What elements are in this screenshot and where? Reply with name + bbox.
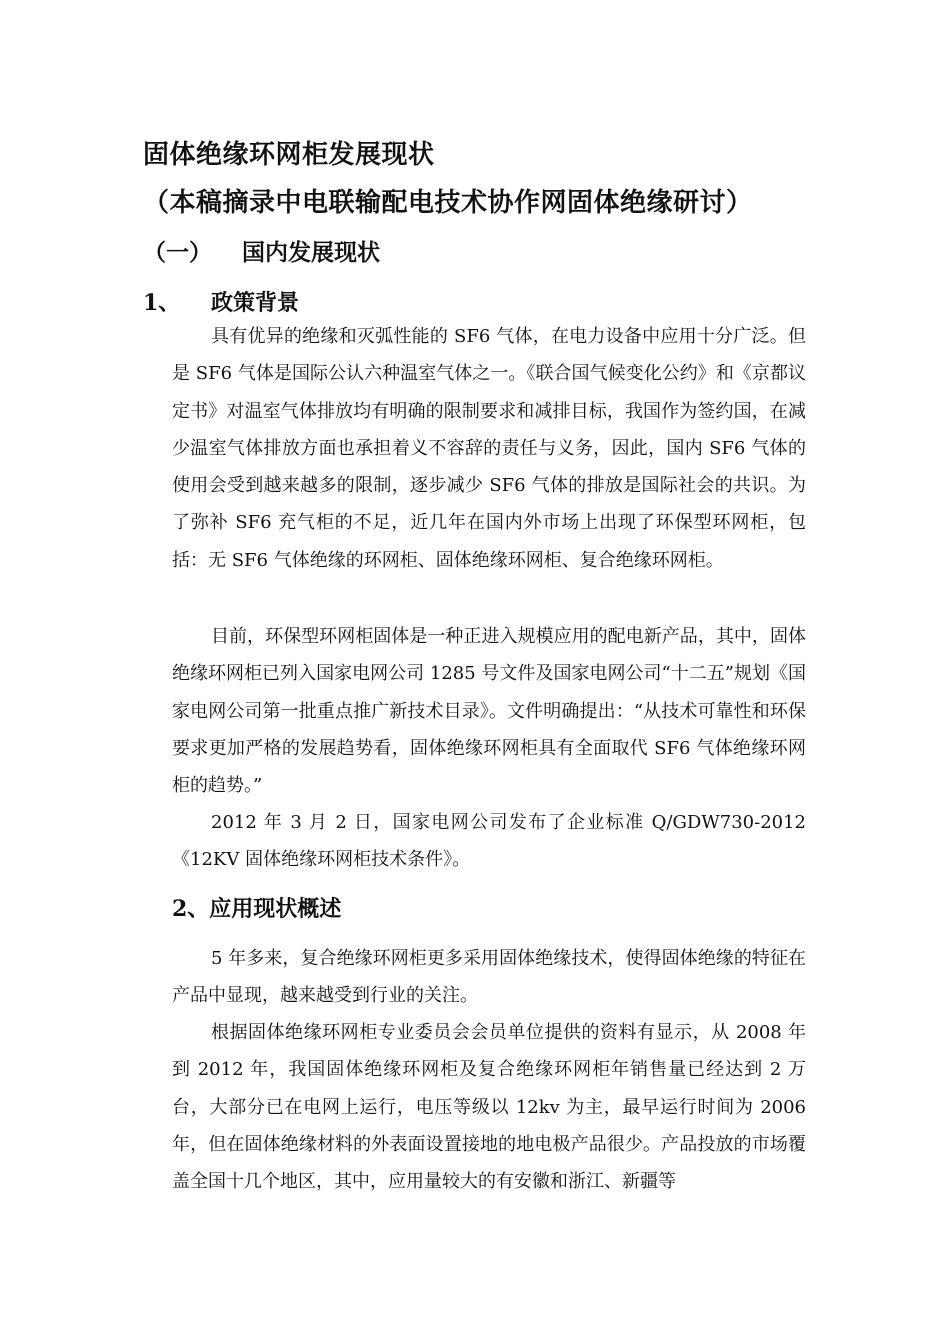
section-number: （一）	[143, 239, 212, 266]
subsection-number: 1、	[143, 290, 181, 316]
paragraph-application-overview: 5 年多来，复合绝缘环网柜更多采用固体绝缘技术，使得固体绝缘的特征在产品中显现，越来越受到行业的关注。	[172, 948, 806, 1007]
paragraph-market-data: 根据固体绝缘环网柜专业委员会会员单位提供的资料有显示，从 2008 年到 2012 年，我国固体绝缘环网柜及复合绝缘环网柜年销售量已经达到 2 万台，大部分已在电网上运行，电压等级以 12kv 为主，最早运行时间为 2006 年，但在固体绝缘材料的外表面设置接地的地电极产品很少。产品投放的市场覆盖全国十几个地区，其中，应用量较大的有安徽和浙江、新疆等	[172, 1022, 806, 1193]
subsection-heading-1	[143, 286, 299, 317]
document-title: 固体绝缘环网柜发展现状	[143, 140, 435, 170]
paragraph-policy-background: 具有优异的绝缘和灭弧性能的 SF6 气体，在电力设备中应用十分广泛。但是 SF6 气体是国际公认六种温室气体之一。《联合国气候变化公约》和《京都议定书》对温室气体排放均有明确的限制要求和减排目标，我国作为签约国，在减少温室气体排放方面也承担着义不容辞的责任与义务，因此，国内 SF6 气体的使用会受到越来越多的限制，逐步减少 SF6 气体的排放是国际社会的共识。为了弥补 SF6 充气柜的不足，近几年在国内外市场上出现了环保型环网柜，包括：无 SF6 气体绝缘的环网柜、固体绝缘环网柜、复合绝缘环网柜。	[172, 326, 806, 571]
subsection-heading-2: 2、应用现状概述	[172, 896, 342, 922]
document-subtitle: （本稿摘录中电联输配电技术协作网固体绝缘研讨）	[143, 188, 753, 218]
section-heading-1	[143, 234, 380, 267]
subsection-label: 政策背景	[211, 290, 300, 316]
paragraph-current-status: 目前，环保型环网柜固体是一种正进入规模应用的配电新产品，其中，固体绝缘环网柜已列入国家电网公司 1285 号文件及国家电网公司“十二五”规划《国家电网公司第一批重点推广新技术目录》。文件明确提出：“从技术可靠性和环保要求更加严格的发展趋势看，固体绝缘环网柜具有全面取代 SF6 气体绝缘环网柜的趋势。”	[172, 626, 806, 797]
paragraph-standard-release: 2012 年 3 月 2 日，国家电网公司发布了企业标准 Q/GDW730-2012《12KV 固体绝缘环网柜技术条件》。	[172, 812, 806, 871]
section-label: 国内发展现状	[242, 239, 380, 266]
